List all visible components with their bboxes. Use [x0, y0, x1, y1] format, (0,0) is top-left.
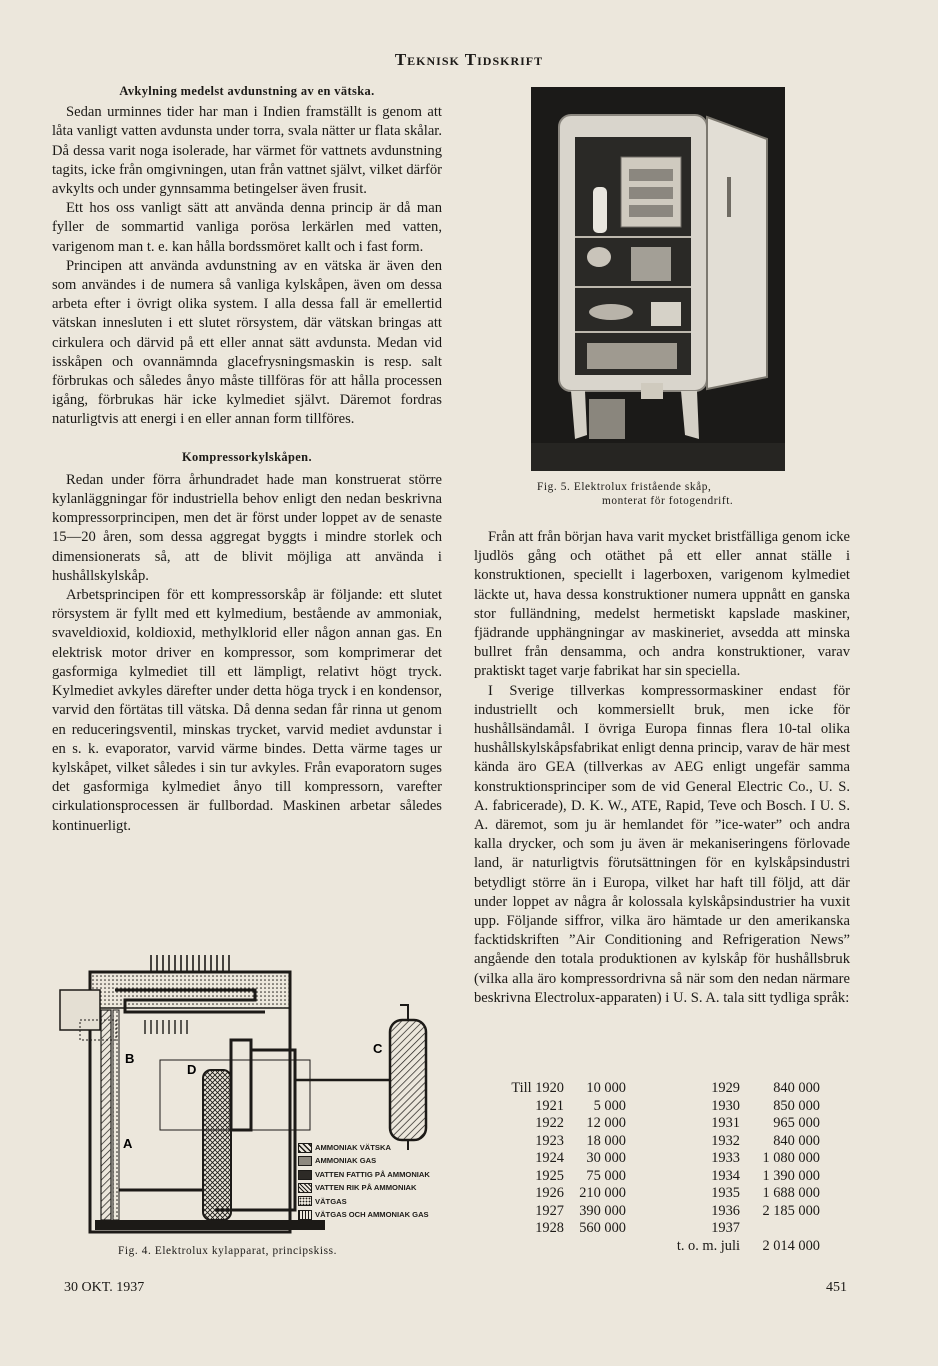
paragraph: I Sverige tillverkas kompressormaskiner endast för industriellt och kommersiellt bruk, men icke för hushållsändamål. I övriga Europa finnas flera 10-tal olika hushållskylskåpsfabrikat enligt denna princip, varav de här mest kända äro GEA (tillverkas av AEG enligt ungefär samma konstruktionsprinciper som de vid General Electric Co., U. S. A. fabricerade), D. K. W., ATE, Rapid, Teve och Bosch. I U. S. A. däremot, som ju är hemlandet för ”ice-water” och andra kalla drycker, och som ju även är mekaniseringens förlovade land, är naturligtvis förutsättningen för en kylskåpsindustri betydligt större än i Europa, vilket har haft till följd, att där under loppet av några år kolossala kylskåpsindustrier ha vuxit upp. Följande siffror, vilka äro hämtade ur den amerikanska facktidskriften ”Air Conditioning and Refrigeration News” angående den totala produktionen av kylskåp för hushållsbruk (vilka alla äro kompressordrivna så när som den nedan närmare beskrivna Electrolux-apparaten) i U. S. A. tala sitt tydliga språk: — [474, 682, 850, 1006]
table-row: 1922 12 000 — [535, 1115, 626, 1131]
diagram-label-a: A — [123, 1136, 133, 1151]
journal-header: Teknisk Tidskrift — [394, 50, 544, 69]
page-number: 451 — [826, 1280, 847, 1295]
figure4-caption: Fig. 4. Elektrolux kylapparat, principskiss. — [118, 1245, 338, 1257]
paragraph: Arbetsprincipen för ett kompressorskåp är följande: ett slutet rörsystem är fyllt med ett kylmedium, bestående av ammoniak, svaveldioxid, koldioxid, methylklorid eller någon annan gas. En elektrisk motor driver en kompressor, som komprimerar det gasformiga kylmediet till ett lämpligt, relativt högt tryck. Kylmediet avkyles därefter under detta höga tryck i en kondensor, varvid den förtätas till vätska. Då denna sedan får rinna ut genom en reduceringsventil, minskas trycket, varvid mediet avdunstar i en s. k. evaporator, varvid värme bindes. Detta värme tages ur kylskåpet, vilket således i sin tur avkyles. Från evaporatorn suges det gasformiga kylmediet ånyo till kompressorn, varefter cirkulationsprocessen är fullbordad. Maskinen arbetar således kontinuerligt. — [52, 587, 442, 834]
table-row: 1930 850 000 — [711, 1097, 820, 1114]
table-row: 1935 1 688 000 — [711, 1185, 820, 1201]
diagram-legend — [298, 1141, 430, 1221]
production-table-left — [494, 1080, 626, 1238]
table-row: 1936 2 185 000 — [711, 1202, 820, 1219]
diagram-label-d: D — [187, 1062, 197, 1077]
refrigerator-photo — [531, 87, 785, 471]
table-row: t. o. m. juli 2 014 000 — [676, 1237, 820, 1254]
figure5-caption-line1: Fig. 5. Elektrolux fristående skåp, — [537, 481, 712, 493]
figure5-caption-line2: monterat för fotogendrift. — [602, 495, 734, 507]
legend-item: AMMONIAK VÄTSKA — [298, 1141, 430, 1154]
table-row: 1921 5 000 — [535, 1097, 626, 1114]
table-row: 1934 1 390 000 — [711, 1167, 820, 1184]
legend-item: VÄTGAS — [298, 1195, 430, 1208]
table-row: 1927 390 000 — [535, 1202, 626, 1219]
table-row: 1931 965 000 — [711, 1115, 820, 1131]
table-row: 1932 840 000 — [711, 1132, 820, 1149]
legend-item: VATTEN RIK PÅ AMMONIAK — [298, 1181, 430, 1194]
legend-item: AMMONIAK GAS — [298, 1154, 430, 1167]
left-column — [52, 82, 442, 836]
right-column — [474, 528, 850, 1008]
legend-swatch — [298, 1196, 312, 1206]
legend-item: VATTEN FATTIG PÅ AMMONIAK — [298, 1168, 430, 1181]
issue-date: 30 OKT. 1937 — [64, 1280, 145, 1295]
paragraph: Från att från början hava varit mycket bristfälliga genom icke ljudlös gång och otäthet på ett eller annat ställe i konstruktionen, speciellt i lagerboxen, varigenom kylmediet läckte ut, hava dessa konstruktioner numera uppnått en ganska stor fulländning, medelst hermetiskt kapslade maskiner, fjädrande upphängningar av maskineriet, avsedda att minska bullret från densamma, och andra konstruktioner, varav praktiskt taget varje fabrikat har sin speciella. — [474, 529, 850, 680]
legend-item: VÄTGAS OCH AMMONIAK GAS — [298, 1208, 430, 1221]
table-row: Till 1920 10 000 — [511, 1080, 626, 1096]
paragraph: Ett hos oss vanligt sätt att använda denna princip är då man fyller de sommartid vanliga porösa lerkärlen med vatten, varigenom man t. e. kan hålla bordssmöret kallt och i fast form. — [52, 200, 442, 255]
production-table-right — [664, 1080, 820, 1255]
legend-swatch — [298, 1170, 312, 1180]
legend-swatch — [298, 1210, 312, 1220]
diagram-label-c: C — [373, 1041, 383, 1056]
table-row: 1926 210 000 — [535, 1185, 626, 1201]
table-row: 1925 75 000 — [535, 1167, 626, 1184]
legend-swatch — [298, 1143, 312, 1153]
section-title-compressor: Kompressorkylskåpen. — [182, 449, 312, 464]
paragraph: Principen att använda avdunstning av en vätska är även den som användes i de numera så vanliga kylskåpen, även om dessa arbeta efter i övrigt olika system. I alla dessa fall är emellertid vätskan innesluten i ett slutet rörsystem, där vätskan bringas att cirkulera och därvid på ett eller annat sätt avdunsta. Medan vid isskåpen och ovannämnda glacefrysningsmaskin is resp. salt förbrukas och således ånyo måste tillföras för att hålla processen igång, förbrukas här icke kylmediet självt. Däremot fordras naturligtvis att energi i en eller annan form tillföres. — [52, 257, 442, 428]
diagram-label-b: B — [125, 1051, 135, 1066]
table-row: 1928 560 000 — [535, 1220, 626, 1236]
paragraph: Redan under förra århundradet hade man konstruerat större kylanläggningar för industriella behov enligt den nedan beskrivna kompressorprincipen, men det är först under loppet av de senaste 15—20 åren, som dessa aggregat byggts i mindre storlek och dimensionerats så, att de blivit möjliga att använda i hushållskylskåp. — [52, 471, 442, 584]
table-row: 1933 1 080 000 — [711, 1150, 820, 1166]
legend-swatch — [298, 1183, 312, 1193]
legend-swatch — [298, 1156, 312, 1166]
table-row: 1923 18 000 — [535, 1132, 626, 1149]
table-row: 1929 840 000 — [711, 1080, 820, 1096]
table-row: 1924 30 000 — [535, 1150, 626, 1166]
paragraph: Sedan urminnes tider har man i Indien framställt is genom att låta vanligt vatten avdunsta under torra, svala nätter ur flata skålar. Då dessa varit noga isolerade, har värmet för vattnets avdunstning tagits, icke från omgivningen, utan från vattnet självt, vilket därför avkylts och under gynnsamma betingelser även frusit. — [52, 104, 442, 198]
section-title-evaporation: Avkylning medelst avdunstning av en vätska. — [119, 84, 375, 98]
table-row: 1937 — [711, 1220, 740, 1236]
